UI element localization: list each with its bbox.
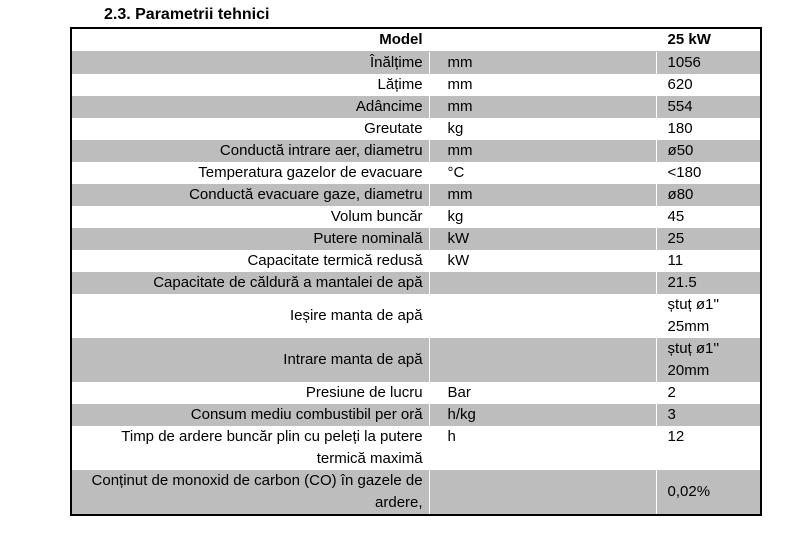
table-row (71, 338, 761, 382)
parameter-unit: mm (429, 52, 656, 75)
parameter-name: Consum mediu combustibil per oră (71, 404, 429, 426)
table-row (71, 228, 761, 250)
table-row (71, 162, 761, 184)
table-row (71, 140, 761, 162)
parameter-value: 12 (656, 426, 761, 470)
parameter-unit: mm (429, 140, 656, 162)
section-heading: 2.3. Parametrii tehnici (104, 6, 270, 23)
parameter-value: ø80 (656, 184, 761, 206)
parameter-name: Înălțime (71, 52, 429, 75)
parameter-value: 25 (656, 228, 761, 250)
parameter-value: ștuț ø1'' 25mm (656, 294, 761, 338)
parameter-unit: kW (429, 250, 656, 272)
parameter-unit (429, 272, 656, 294)
table-row (71, 206, 761, 228)
parameter-name: Adâncime (71, 96, 429, 118)
table-row (71, 272, 761, 294)
parameter-value: 3 (656, 404, 761, 426)
parameter-value: 45 (656, 206, 761, 228)
parameter-unit (429, 338, 656, 382)
parameter-unit: h (429, 426, 656, 470)
table-row (71, 470, 761, 515)
parameter-value: 11 (656, 250, 761, 272)
parameter-unit: mm (429, 74, 656, 96)
parameter-name: Conductă evacuare gaze, diametru (71, 184, 429, 206)
header-model: Model (71, 28, 429, 52)
parameter-name: Lățime (71, 74, 429, 96)
parameter-value: 0,02% (656, 470, 761, 515)
parameter-unit: kg (429, 118, 656, 140)
table-row (71, 52, 761, 75)
parameter-name: Conductă intrare aer, diametru (71, 140, 429, 162)
table-row (71, 96, 761, 118)
header-unit (429, 28, 656, 52)
parameter-value: 554 (656, 96, 761, 118)
parameter-unit: °C (429, 162, 656, 184)
parameter-name: Volum buncăr (71, 206, 429, 228)
parameter-value: 180 (656, 118, 761, 140)
parameter-name: Temperatura gazelor de evacuare (71, 162, 429, 184)
table-header-row (71, 28, 761, 52)
technical-parameters-table (70, 27, 762, 516)
parameter-value: <180 (656, 162, 761, 184)
parameter-value: ø50 (656, 140, 761, 162)
table-row (71, 294, 761, 338)
parameter-unit: mm (429, 184, 656, 206)
header-value: 25 kW (656, 28, 761, 52)
parameter-unit: mm (429, 96, 656, 118)
parameter-unit (429, 470, 656, 515)
parameter-name: Presiune de lucru (71, 382, 429, 404)
parameter-unit: h/kg (429, 404, 656, 426)
parameter-name: Putere nominală (71, 228, 429, 250)
table-row (71, 404, 761, 426)
table-row (71, 184, 761, 206)
parameter-name: Timp de ardere buncăr plin cu peleți la putere termică maximă (71, 426, 429, 470)
parameter-unit (429, 294, 656, 338)
parameter-unit: kg (429, 206, 656, 228)
table-row (71, 118, 761, 140)
table-row (71, 382, 761, 404)
parameter-name: Conținut de monoxid de carbon (CO) în gazele de ardere, (71, 470, 429, 515)
parameter-name: Capacitate de căldură a mantalei de apă (71, 272, 429, 294)
parameter-value: ștuț ø1'' 20mm (656, 338, 761, 382)
parameter-value: 1056 (656, 52, 761, 75)
parameter-name: Greutate (71, 118, 429, 140)
parameter-name: Intrare manta de apă (71, 338, 429, 382)
table-row (71, 426, 761, 470)
table-row (71, 250, 761, 272)
parameter-name: Ieșire manta de apă (71, 294, 429, 338)
parameter-unit: Bar (429, 382, 656, 404)
parameter-value: 21.5 (656, 272, 761, 294)
parameter-value: 2 (656, 382, 761, 404)
parameter-name: Capacitate termică redusă (71, 250, 429, 272)
parameter-unit: kW (429, 228, 656, 250)
table-row (71, 74, 761, 96)
parameter-value: 620 (656, 74, 761, 96)
